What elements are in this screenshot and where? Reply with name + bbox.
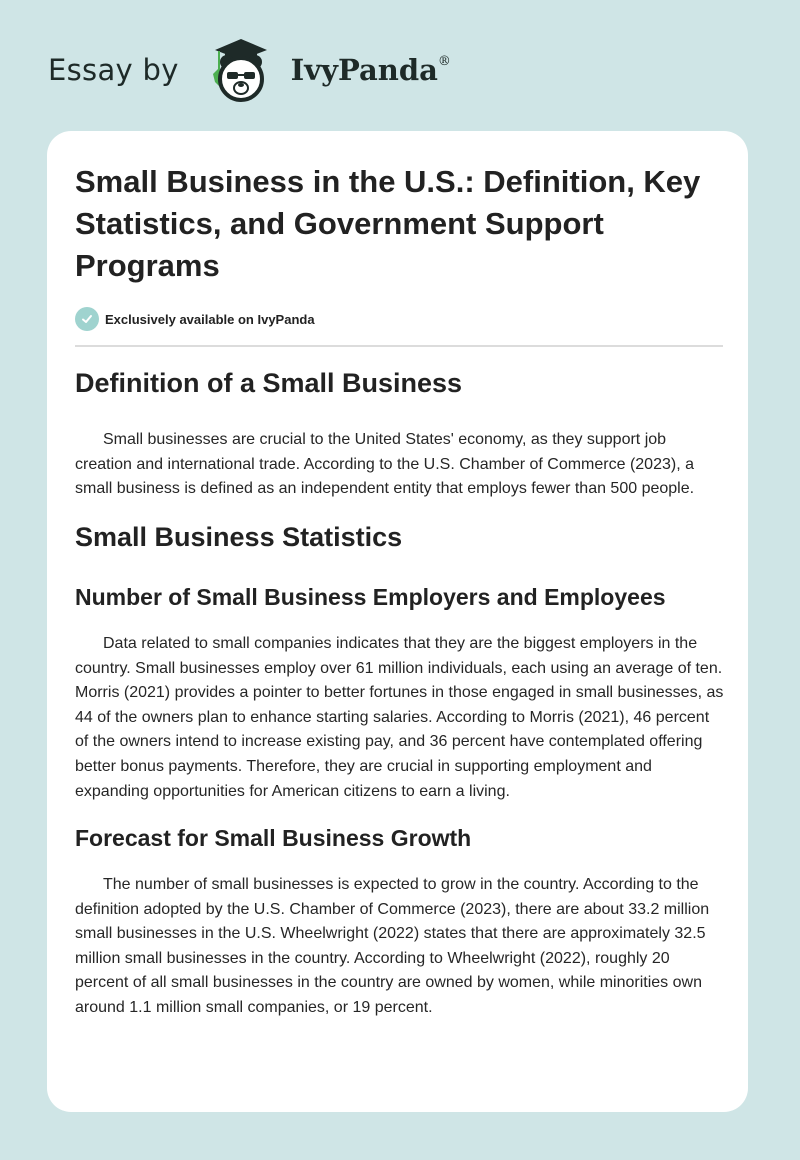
- registered-mark: ®: [437, 54, 451, 70]
- heading-growth-forecast: Forecast for Small Business Growth: [75, 825, 472, 851]
- article-title: Small Business in the U.S.: Definition, Key Statistics, and Government Support Programs: [75, 164, 701, 283]
- check-icon: [75, 307, 99, 331]
- brand-text: IvyPanda: [290, 53, 438, 87]
- paragraph-employers-employees: Data related to small companies indicates that they are the biggest employers in the country. Small businesses employ over 61 million individuals, each using an average of ten. Morris (2021) provides a pointer to better fortunes in those engaged in small businesses, as 44 of the owners plan to enhance starting salaries. According to Morris (2021), 46 percent of the owners intend to increase existing pay, and 36 percent have contemplated offering better bonus payments. Therefore, they are crucial in supporting employment and expanding opportunities for American citizens to earn a living.: [75, 635, 724, 800]
- heading-statistics: Small Business Statistics: [75, 522, 403, 552]
- divider: [75, 345, 723, 347]
- paragraph-definition: Small businesses are crucial to the United States' economy, as they support job creation and international trade. According to the U.S. Chamber of Commerce (2023), a small business is defined as an independent entity that employs fewer than 500 people.: [75, 431, 695, 498]
- heading-definition: Definition of a Small Business: [75, 368, 463, 398]
- essay-by-label: Essay by: [48, 53, 179, 87]
- heading-employers-employees: Number of Small Business Employers and Employees: [75, 584, 666, 610]
- article-card: [47, 131, 748, 1112]
- panda-graduate-icon[interactable]: [197, 34, 285, 106]
- exclusive-badge: [75, 307, 315, 331]
- paragraph-growth-forecast: The number of small businesses is expected to grow in the country. According to the definition adopted by the U.S. Chamber of Commerce (2023), there are about 33.2 million small businesses in the U.S. Wheelwright (2022) states that there are approximately 32.5 million small businesses in the country. According to Wheelwright (2022), roughly 20 percent of all small businesses in the country are owned by women, while minorities own around 1.1 million small companies, or 19 percent.: [75, 876, 710, 1016]
- exclusive-label: Exclusively available on IvyPanda: [105, 311, 315, 327]
- brand-name[interactable]: [291, 53, 451, 87]
- site-header: [48, 34, 451, 106]
